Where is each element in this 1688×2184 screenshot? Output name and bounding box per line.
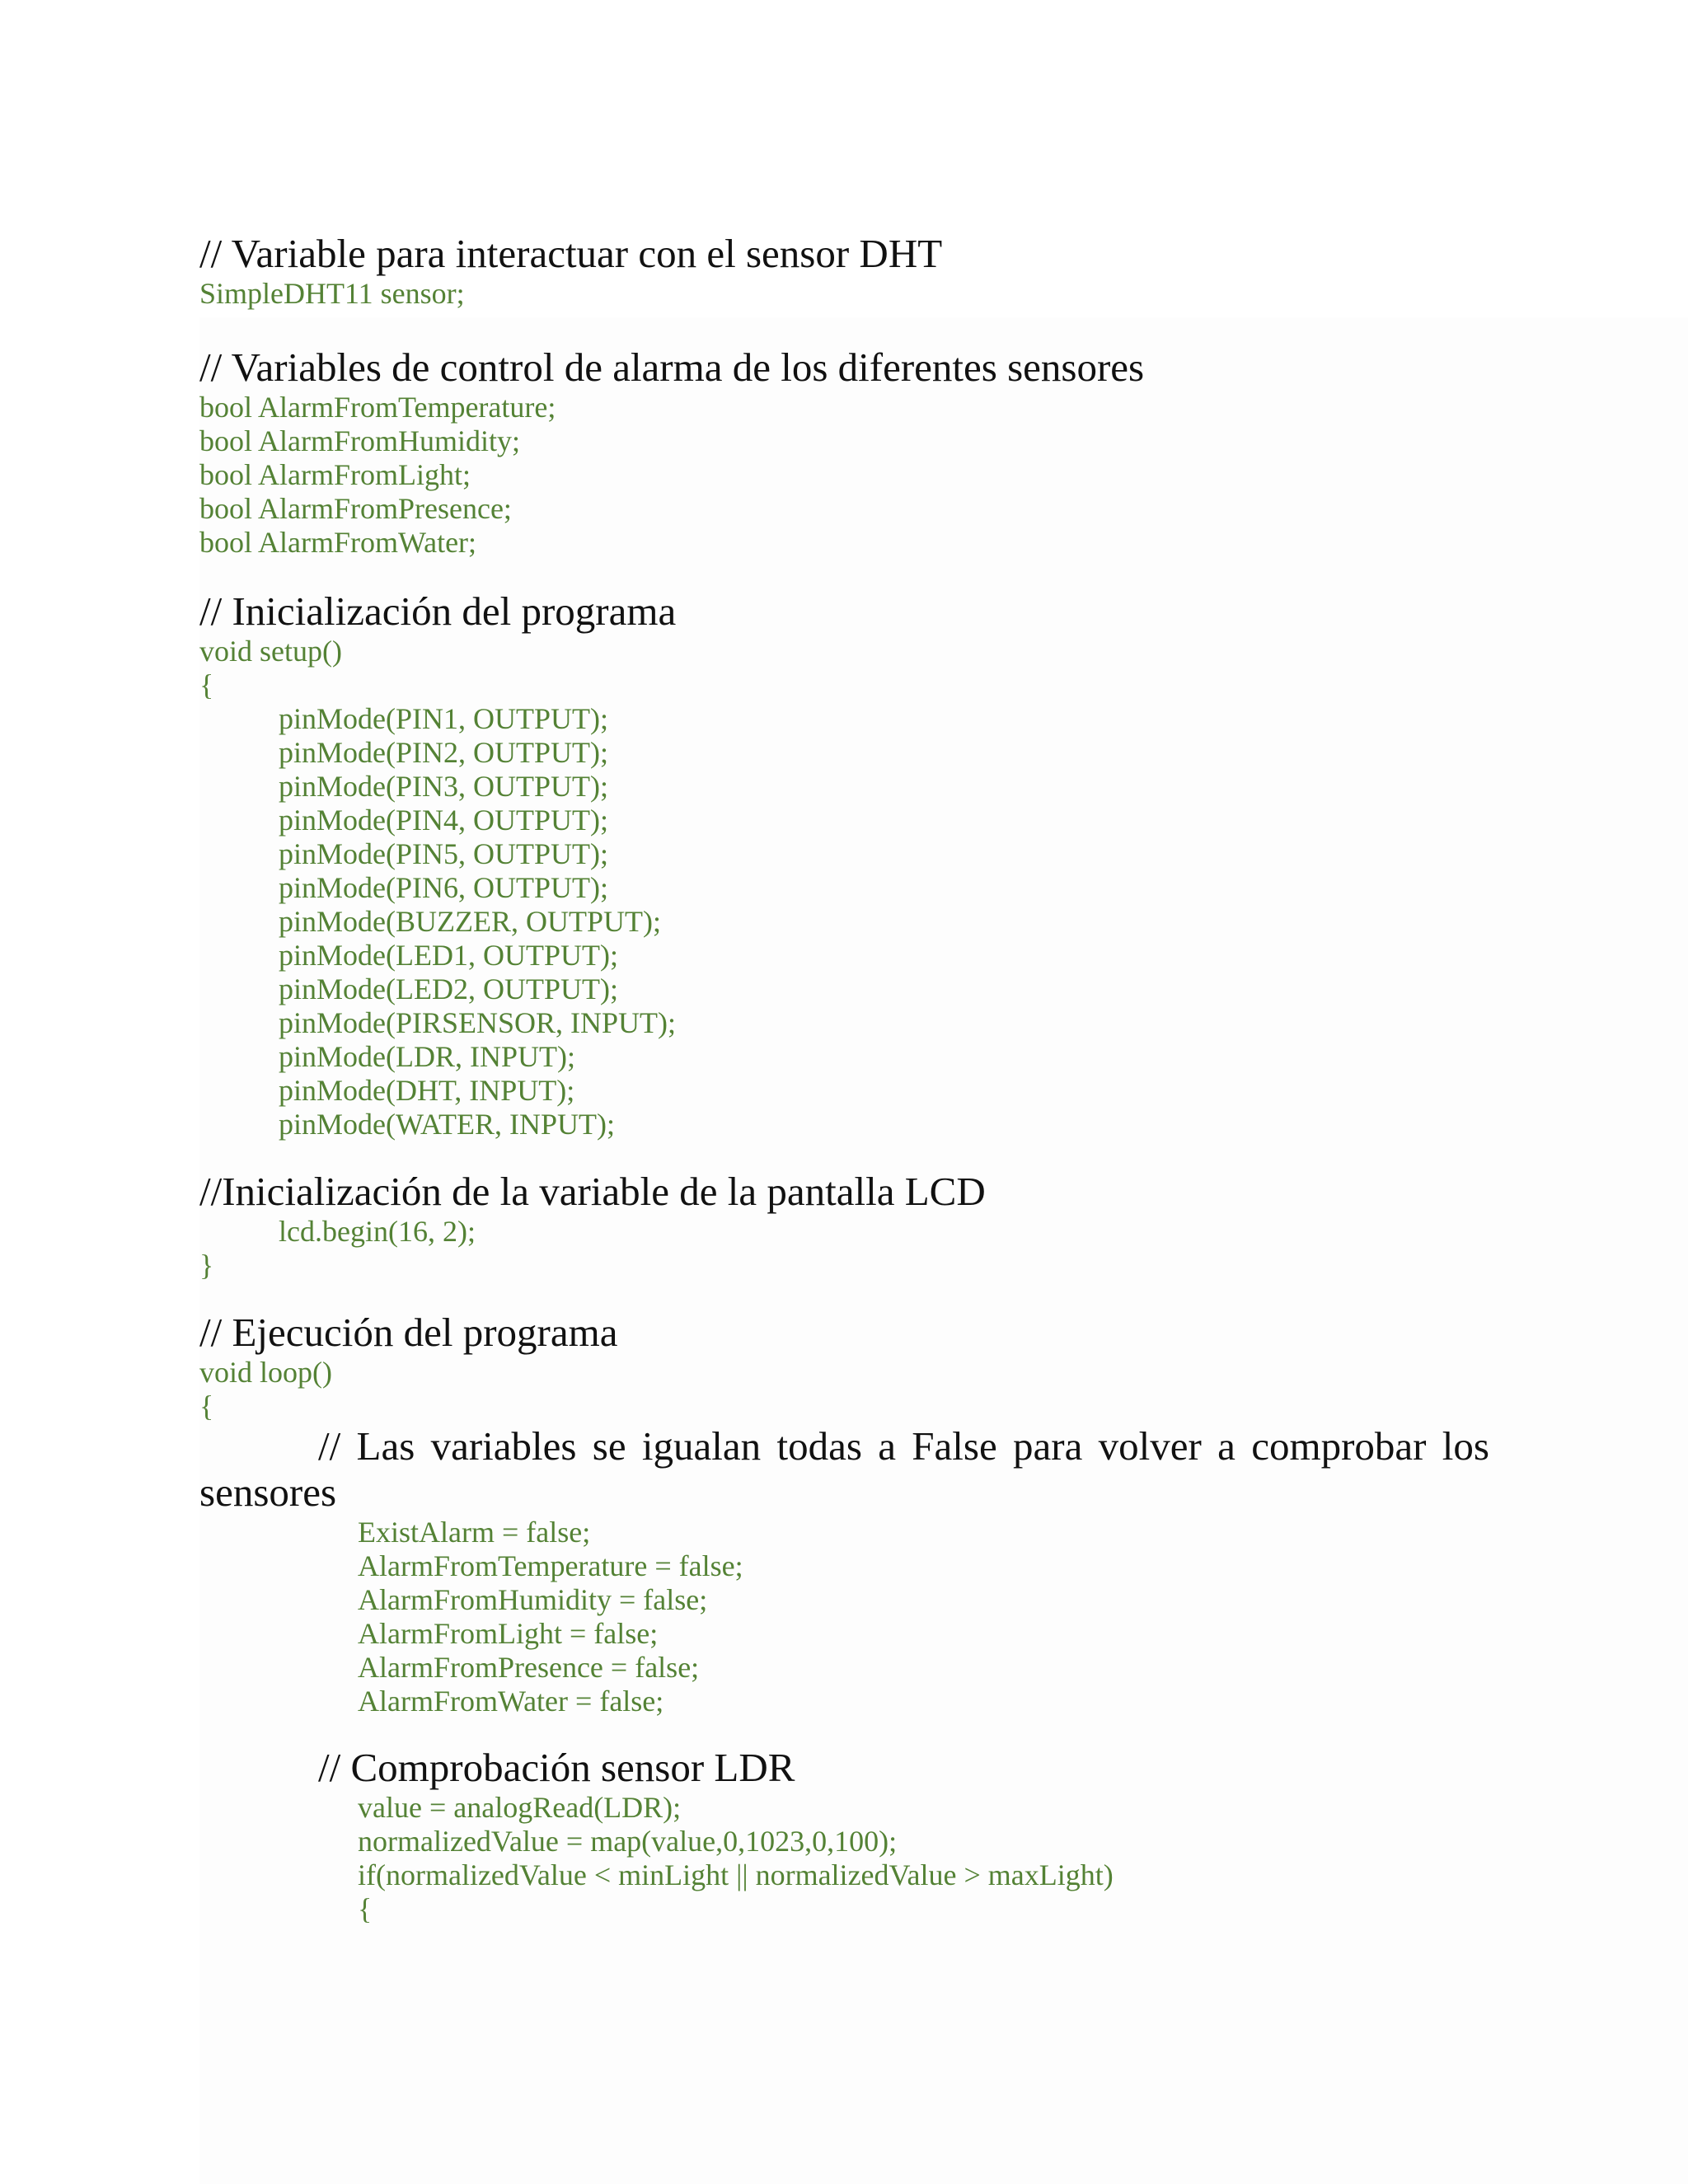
code-line: AlarmFromTemperature = false; (358, 1549, 743, 1582)
code-line: AlarmFromHumidity = false; (358, 1583, 708, 1616)
code-line: pinMode(PIRSENSOR, INPUT); (279, 1006, 677, 1039)
code-line: bool AlarmFromPresence; (199, 492, 512, 525)
code-line: pinMode(PIN2, OUTPUT); (279, 736, 608, 769)
code-line: { (199, 668, 214, 701)
code-line: bool AlarmFromHumidity; (199, 424, 521, 457)
comment-reset-alarms: // Las variables se igualan todas a False para volver a comprobar los sensores (199, 1423, 1489, 1515)
code-line: value = analogRead(LDR); (358, 1791, 682, 1824)
code-line: } (199, 1249, 214, 1282)
code-line: AlarmFromWater = false; (358, 1685, 664, 1718)
comment-lcd-init: //Inicialización de la variable de la pantalla LCD (199, 1169, 986, 1214)
comment-dht-variable: // Variable para interactuar con el sensor DHT (199, 231, 943, 276)
code-line: bool AlarmFromTemperature; (199, 391, 556, 424)
code-line: pinMode(WATER, INPUT); (279, 1108, 615, 1141)
code-line: pinMode(LED1, OUTPUT); (279, 939, 618, 972)
code-line: SimpleDHT11 sensor; (199, 277, 465, 310)
document-body (199, 231, 1489, 1926)
code-line: ExistAlarm = false; (358, 1516, 591, 1549)
code-line: pinMode(PIN6, OUTPUT); (279, 871, 608, 904)
code-line: pinMode(DHT, INPUT); (279, 1074, 575, 1107)
code-line: normalizedValue = map(value,0,1023,0,100); (358, 1825, 898, 1858)
code-line: pinMode(LDR, INPUT); (279, 1040, 575, 1073)
code-line: void loop() (199, 1356, 332, 1389)
code-line: if(normalizedValue < minLight || normalizedValue > maxLight) (358, 1858, 1114, 1891)
comment-setup: // Inicialización del programa (199, 588, 677, 634)
code-line: lcd.begin(16, 2); (279, 1215, 476, 1248)
code-line: { (199, 1390, 214, 1422)
code-line: bool AlarmFromLight; (199, 458, 471, 491)
code-line: pinMode(PIN1, OUTPUT); (279, 702, 608, 735)
code-line: pinMode(LED2, OUTPUT); (279, 972, 618, 1005)
code-line: { (358, 1892, 373, 1925)
code-line: void setup() (199, 635, 342, 668)
code-line: pinMode(PIN5, OUTPUT); (279, 837, 608, 870)
code-line: pinMode(PIN3, OUTPUT); (279, 770, 608, 803)
code-line: pinMode(PIN4, OUTPUT); (279, 804, 608, 837)
code-line: pinMode(BUZZER, OUTPUT); (279, 905, 661, 938)
code-line: bool AlarmFromWater; (199, 526, 477, 559)
comment-loop: // Ejecución del programa (199, 1310, 618, 1355)
comment-ldr-check: // Comprobación sensor LDR (318, 1745, 795, 1790)
comment-alarm-variables: // Variables de control de alarma de los diferentes sensores (199, 344, 1145, 390)
code-line: AlarmFromLight = false; (358, 1617, 659, 1650)
code-line: AlarmFromPresence = false; (358, 1651, 700, 1684)
